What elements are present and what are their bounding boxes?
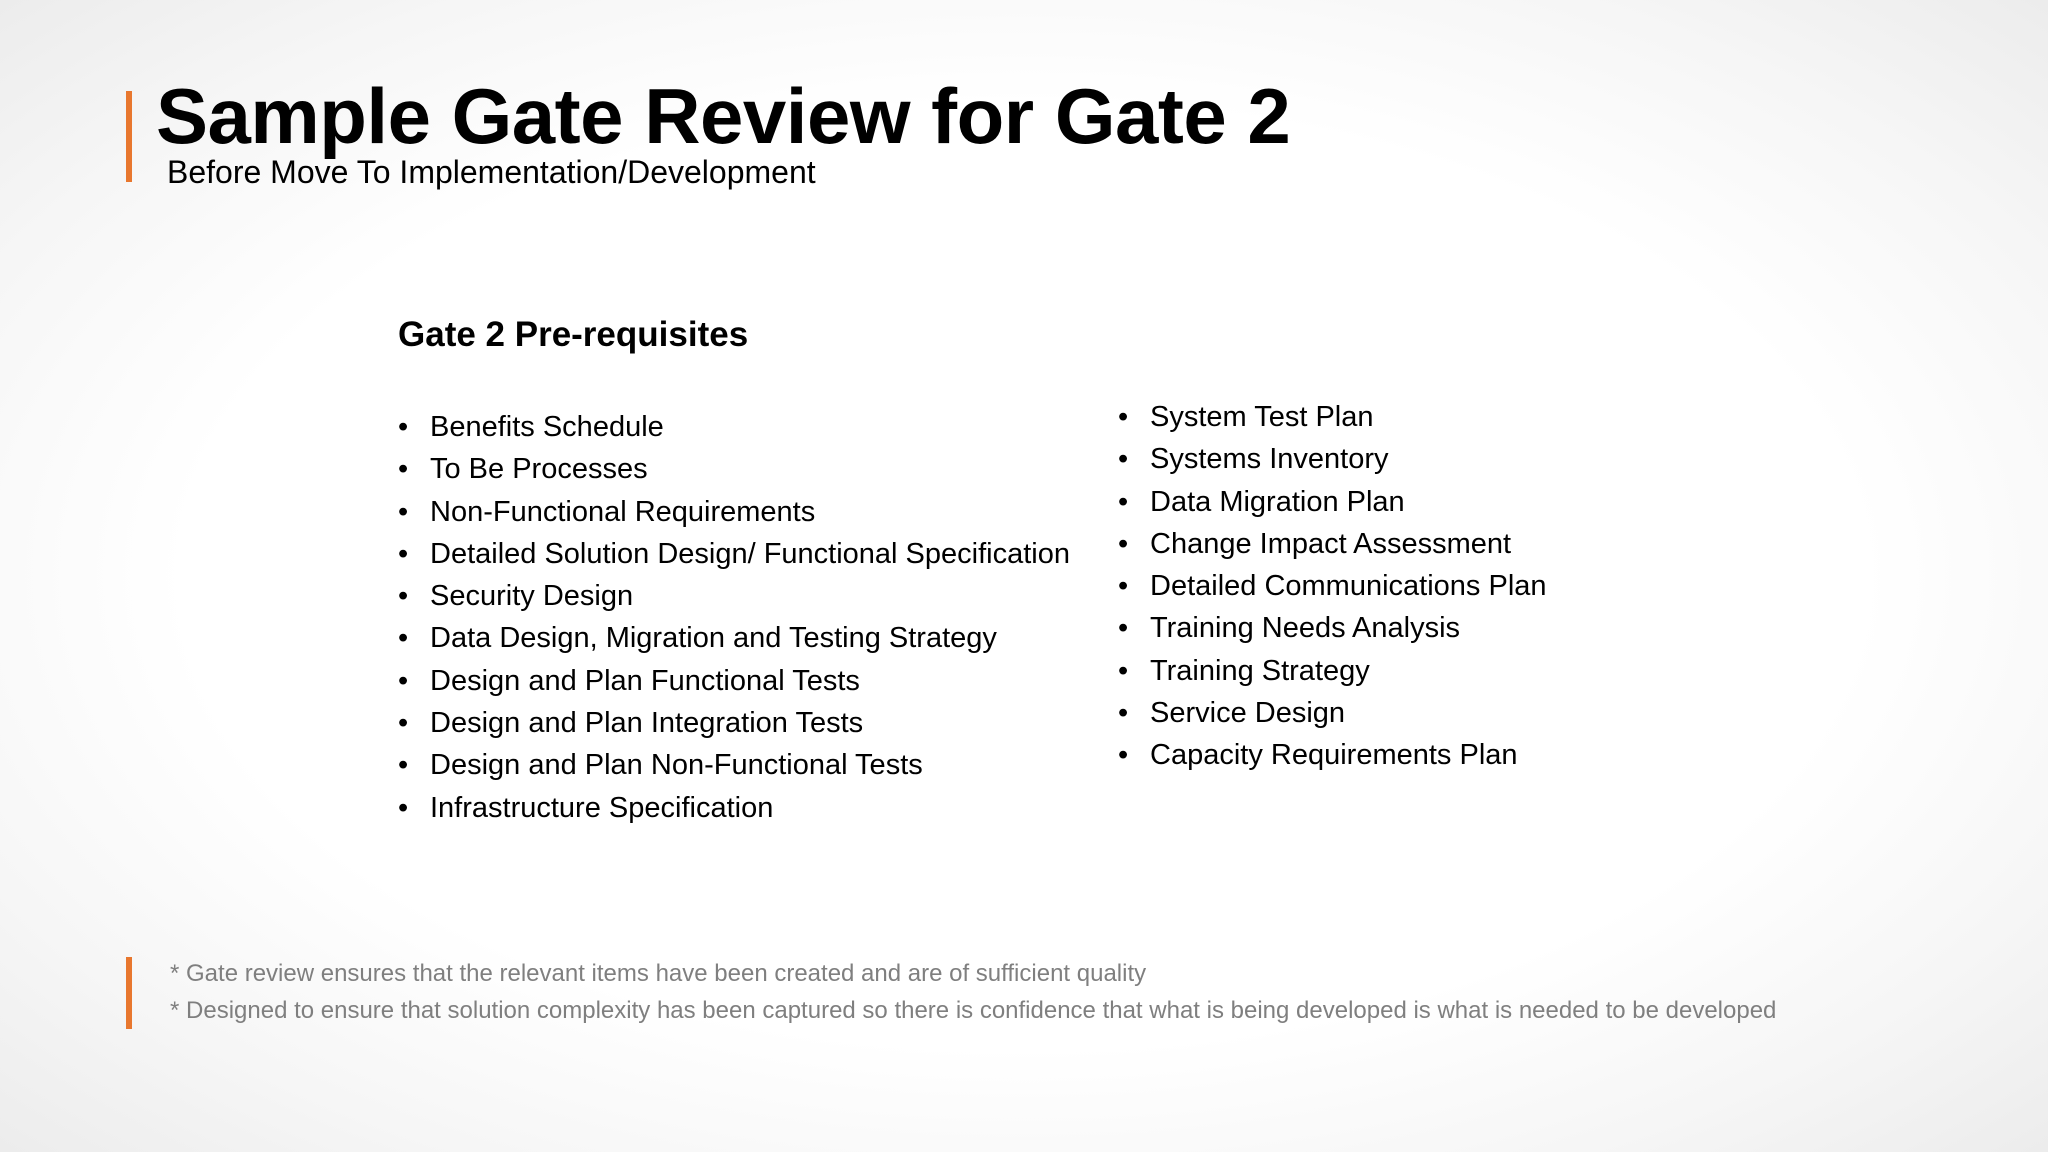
list-item-label: Data Migration Plan [1150,485,1405,518]
bullet-icon: • [1118,401,1129,433]
prerequisites-list-left [398,406,1070,829]
list-item [1118,692,1547,734]
list-item [398,787,1070,829]
bullet-icon: • [398,791,409,824]
list-item-label: To Be Processes [430,453,648,486]
bullet-icon: • [398,580,409,613]
list-item [398,491,1070,533]
list-item [398,660,1070,702]
list-item-label: System Test Plan [1150,401,1374,433]
bullet-icon: • [1118,697,1129,730]
bullet-icon: • [398,411,409,443]
bullet-icon: • [1118,570,1129,603]
list-item-label: Design and Plan Functional Tests [430,664,860,697]
bullet-icon: • [398,495,409,528]
bullet-icon: • [398,453,409,486]
list-item [1118,607,1547,649]
list-item-label: Training Needs Analysis [1150,612,1461,645]
list-item-label: Detailed Solution Design/ Functional Specification [430,537,1070,570]
list-item-label: Change Impact Assessment [1150,527,1512,560]
list-item [1118,650,1547,692]
slide-subtitle: Before Move To Implementation/Development [167,154,816,190]
list-item [398,617,1070,659]
bullet-icon: • [398,664,409,697]
footnote-complexity: * Designed to ensure that solution complexity has been captured so there is confidence that what is being developed is what is needed to be developed [170,997,1777,1024]
list-item [1118,734,1547,776]
slide-title: Sample Gate Review for Gate 2 [156,72,1291,160]
title-accent-bar [126,91,132,182]
footnotes [170,955,1776,1029]
list-item [1118,396,1547,438]
list-item-label: Security Design [430,580,634,613]
list-item [398,702,1070,744]
list-item-label: Infrastructure Specification [430,791,774,824]
prerequisites-heading: Gate 2 Pre-requisites [398,315,749,354]
list-item-label: Non-Functional Requirements [430,495,816,528]
list-item [1118,565,1547,607]
list-item-label: Data Design, Migration and Testing Strategy [430,622,997,655]
list-item-label: Design and Plan Non-Functional Tests [430,749,923,782]
list-item-label: Detailed Communications Plan [1150,570,1547,603]
bullet-icon: • [1118,443,1129,476]
list-item [398,575,1070,617]
bullet-icon: • [1118,654,1129,687]
list-item-label: Systems Inventory [1150,443,1389,476]
list-item-label: Design and Plan Integration Tests [430,707,864,740]
list-item [1118,438,1547,480]
list-item-label: Capacity Requirements Plan [1150,739,1518,772]
list-item-label: Service Design [1150,697,1346,730]
bullet-icon: • [1118,527,1129,560]
bullet-icon: • [398,537,409,570]
list-item [398,448,1070,490]
list-item-label: Training Strategy [1150,654,1370,687]
list-item [1118,523,1547,565]
bullet-icon: • [398,749,409,782]
bullet-icon: • [1118,739,1129,772]
bullet-icon: • [398,707,409,740]
list-item-label: Benefits Schedule [430,411,664,443]
list-item [398,744,1070,786]
footnote-quality: * Gate review ensures that the relevant items have been created and are of sufficient quality [170,960,1147,987]
list-item [398,533,1070,575]
prerequisites-list-right [1118,396,1547,777]
notes-accent-bar [126,957,132,1029]
list-item [398,406,1070,448]
bullet-icon: • [1118,612,1129,645]
bullet-icon: • [1118,485,1129,518]
list-item [1118,481,1547,523]
bullet-icon: • [398,622,409,655]
